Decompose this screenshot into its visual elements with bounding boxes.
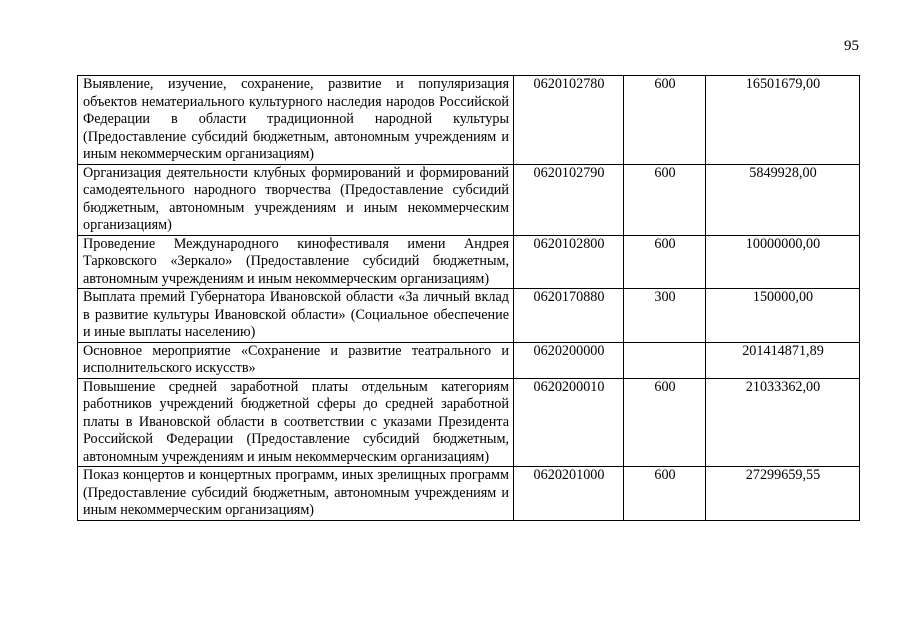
row-expense-type [624, 342, 706, 378]
row-expense-type: 600 [624, 76, 706, 165]
row-target-code: 0620102790 [514, 164, 624, 235]
row-expense-type: 600 [624, 164, 706, 235]
row-description: Показ концертов и концертных программ, иных зрелищных программ (Предоставление субсидий бюджетным, автономным учреждениям и иным некоммерческим организациям) [78, 467, 514, 521]
table-row [78, 289, 860, 343]
row-expense-type: 600 [624, 467, 706, 521]
row-target-code: 0620200000 [514, 342, 624, 378]
table-row [78, 164, 860, 235]
table-row [78, 378, 860, 467]
row-amount: 27299659,55 [706, 467, 860, 521]
row-description: Основное мероприятие «Сохранение и развитие театрального и исполнительского искусств» [78, 342, 514, 378]
table-row [78, 467, 860, 521]
row-target-code: 0620170880 [514, 289, 624, 343]
table-row [78, 76, 860, 165]
row-description: Выявление, изучение, сохранение, развитие и популяризация объектов нематериального культурного наследия народов Российской Федерации в области традиционной народной культуры (Предоставление субсидий бюджетным, автономным учреждениям и иным некоммерческим организациям) [78, 76, 514, 165]
row-target-code: 0620102800 [514, 235, 624, 289]
row-expense-type: 300 [624, 289, 706, 343]
row-description: Организация деятельности клубных формирований и формирований самодеятельного народного творчества (Предоставление субсидий бюджетным, автономным учреждениям и иным некоммерческим организациям) [78, 164, 514, 235]
row-amount: 201414871,89 [706, 342, 860, 378]
row-target-code: 0620200010 [514, 378, 624, 467]
row-description: Выплата премий Губернатора Ивановской области «За личный вклад в развитие культуры Ивановской области» (Социальное обеспечение и иные выплаты населению) [78, 289, 514, 343]
row-amount: 16501679,00 [706, 76, 860, 165]
row-amount: 5849928,00 [706, 164, 860, 235]
budget-table [77, 75, 860, 521]
row-description: Проведение Международного кинофестиваля имени Андрея Тарковского «Зеркало» (Предоставление субсидий бюджетным, автономным учреждениям и иным некоммерческим организациям) [78, 235, 514, 289]
row-expense-type: 600 [624, 378, 706, 467]
row-amount: 150000,00 [706, 289, 860, 343]
table-row [78, 342, 860, 378]
row-expense-type: 600 [624, 235, 706, 289]
row-amount: 21033362,00 [706, 378, 860, 467]
table-row [78, 235, 860, 289]
row-description: Повышение средней заработной платы отдельным категориям работников учреждений бюджетной сферы до средней заработной платы в Ивановской области в соответствии с указами Президента Российской Федерации (Предоставление субсидий бюджетным, автономным учреждениям и иным некоммерческим организациям) [78, 378, 514, 467]
page-number: 95 [844, 38, 859, 54]
row-target-code: 0620201000 [514, 467, 624, 521]
row-amount: 10000000,00 [706, 235, 860, 289]
row-target-code: 0620102780 [514, 76, 624, 165]
